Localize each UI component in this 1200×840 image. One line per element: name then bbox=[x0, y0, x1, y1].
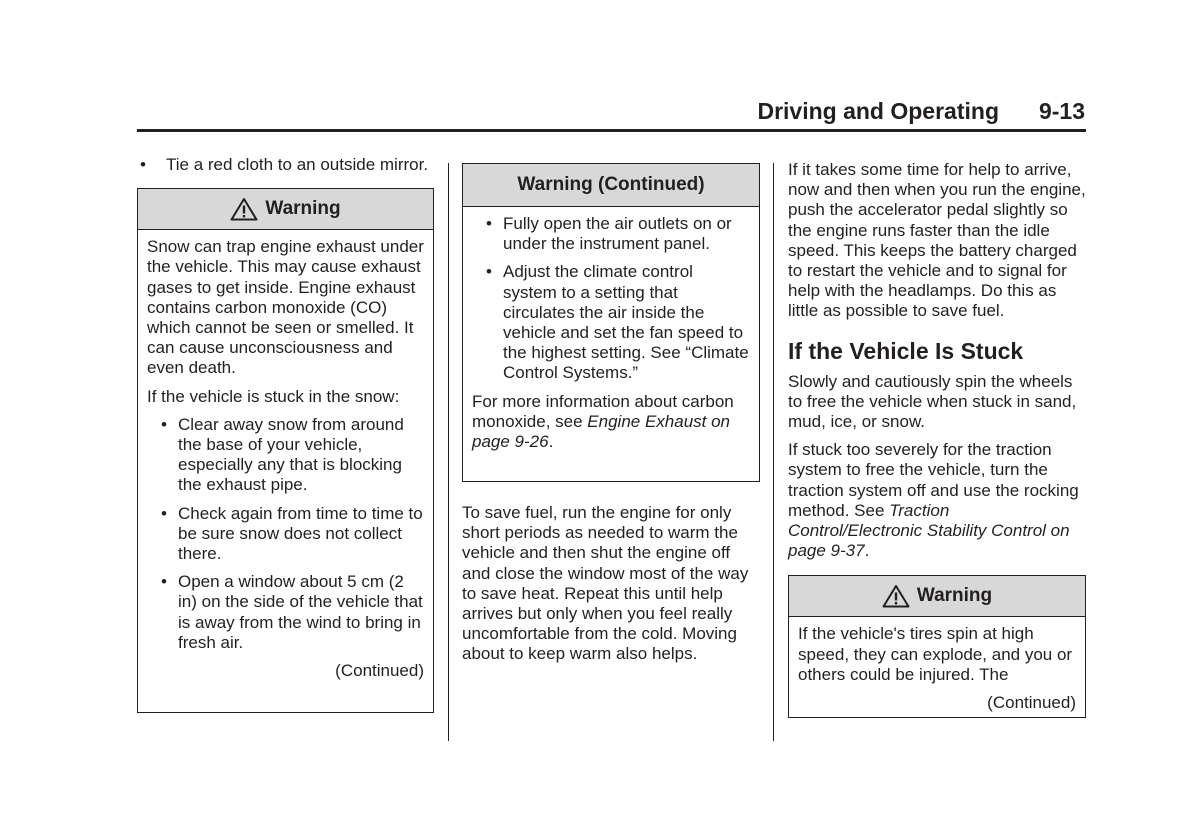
warning-body bbox=[789, 617, 1085, 719]
bullet-text: Fully open the air outlets on or under the instrument panel. bbox=[503, 214, 732, 254]
list-item bbox=[147, 572, 424, 653]
bullet-dot: • bbox=[486, 214, 492, 233]
bullet-dot: • bbox=[161, 414, 167, 434]
section-heading: If the Vehicle Is Stuck bbox=[788, 337, 1024, 364]
body-paragraph: If it takes some time for help to arrive, now and then when you run the engine, push the accelerator pedal slightly so the engine runs faster than the idle speed. This keeps the battery charged to restart the vehicle and to signal for help with the headlamps. Do this as little as possible to save fuel. bbox=[788, 160, 1086, 321]
column-3 bbox=[788, 160, 1086, 718]
warning-header bbox=[138, 189, 433, 230]
list-item bbox=[137, 155, 434, 175]
warning-title: Warning bbox=[916, 585, 993, 607]
text-run: . bbox=[548, 432, 554, 452]
column-divider-2 bbox=[773, 163, 774, 741]
body-paragraph bbox=[788, 440, 1086, 561]
warning-paragraph: If the vehicle is stuck in the snow: bbox=[147, 386, 400, 406]
continued-label: (Continued) bbox=[335, 661, 424, 681]
warning-box bbox=[788, 575, 1086, 718]
warning-paragraph: If the vehicle's tires spin at high speed, they can explode, and you or others could be injured. The bbox=[798, 624, 1073, 684]
page-header bbox=[137, 98, 1086, 132]
body-paragraph: Slowly and cautiously spin the wheels to free the vehicle when stuck in sand, mud, ice, or snow. bbox=[788, 371, 1077, 432]
bullet-dot: • bbox=[486, 262, 492, 282]
column-1 bbox=[137, 155, 434, 713]
warning-title: Warning (Continued) bbox=[517, 173, 705, 195]
list-item bbox=[472, 214, 750, 254]
text-run: If stuck too severely for the traction system to free the vehicle, turn the traction system off and use the rocking method. See bbox=[788, 440, 1079, 520]
bullet-text: Adjust the climate control system to a setting that circulates the air inside the vehicle and set the fan speed to the highest setting. See “Climate Control Systems.” bbox=[503, 262, 749, 383]
warning-header bbox=[789, 576, 1085, 617]
bullet-text: Open a window about 5 cm (2 in) on the side of the vehicle that is away from the wind to bring in fresh air. bbox=[178, 572, 423, 652]
body-paragraph: To save fuel, run the engine for only short periods as needed to warm the vehicle and then shut the engine off and close the window most of the way to save heat. Repeat this until help arrives but only when you feel really uncomfortable from the cold. Moving about to keep warm also helps. bbox=[462, 503, 749, 664]
warning-box bbox=[462, 163, 760, 482]
continued-label: (Continued) bbox=[987, 693, 1076, 713]
list-item bbox=[147, 415, 424, 496]
page-number: 9-13 bbox=[1038, 98, 1085, 124]
column-divider-1 bbox=[448, 163, 449, 741]
warning-title: Warning bbox=[265, 198, 341, 220]
warning-triangle-icon bbox=[882, 584, 910, 608]
bullet-text: Tie a red cloth to an outside mirror. bbox=[166, 155, 429, 174]
warning-body bbox=[138, 230, 433, 687]
column-2 bbox=[462, 163, 760, 665]
section-title: Driving and Operating bbox=[757, 98, 999, 124]
header-rule bbox=[137, 129, 1086, 132]
warning-box bbox=[137, 188, 434, 713]
list-item bbox=[472, 262, 750, 383]
warning-paragraph: Snow can trap engine exhaust under the vehicle. This may cause exhaust gases to get inside. Engine exhaust contains carbon monoxide (CO) which cannot be seen or smelled. It can cause unconsciousness and even death. bbox=[147, 237, 424, 378]
list-item bbox=[147, 504, 424, 565]
warning-body bbox=[463, 207, 759, 458]
bullet-dot: • bbox=[161, 503, 167, 523]
cross-reference: Engine Exhaust on page 9-26 bbox=[472, 411, 731, 452]
bullet-dot: • bbox=[161, 572, 167, 592]
bullet-text: Clear away snow from around the base of your vehicle, especially any that is blocking the exhaust pipe. bbox=[178, 414, 404, 495]
text-run: For more information about carbon monoxide, see bbox=[472, 391, 734, 431]
bullet-text: Check again from time to time to be sure snow does not collect there. bbox=[178, 503, 423, 564]
bullet-dot: • bbox=[140, 155, 146, 174]
warning-triangle-icon bbox=[230, 197, 258, 221]
text-run: . bbox=[864, 541, 870, 561]
warning-paragraph bbox=[472, 392, 750, 453]
warning-header bbox=[463, 164, 759, 207]
cross-reference: Traction Control/Electronic Stability Control on page 9-37 bbox=[788, 500, 1070, 561]
